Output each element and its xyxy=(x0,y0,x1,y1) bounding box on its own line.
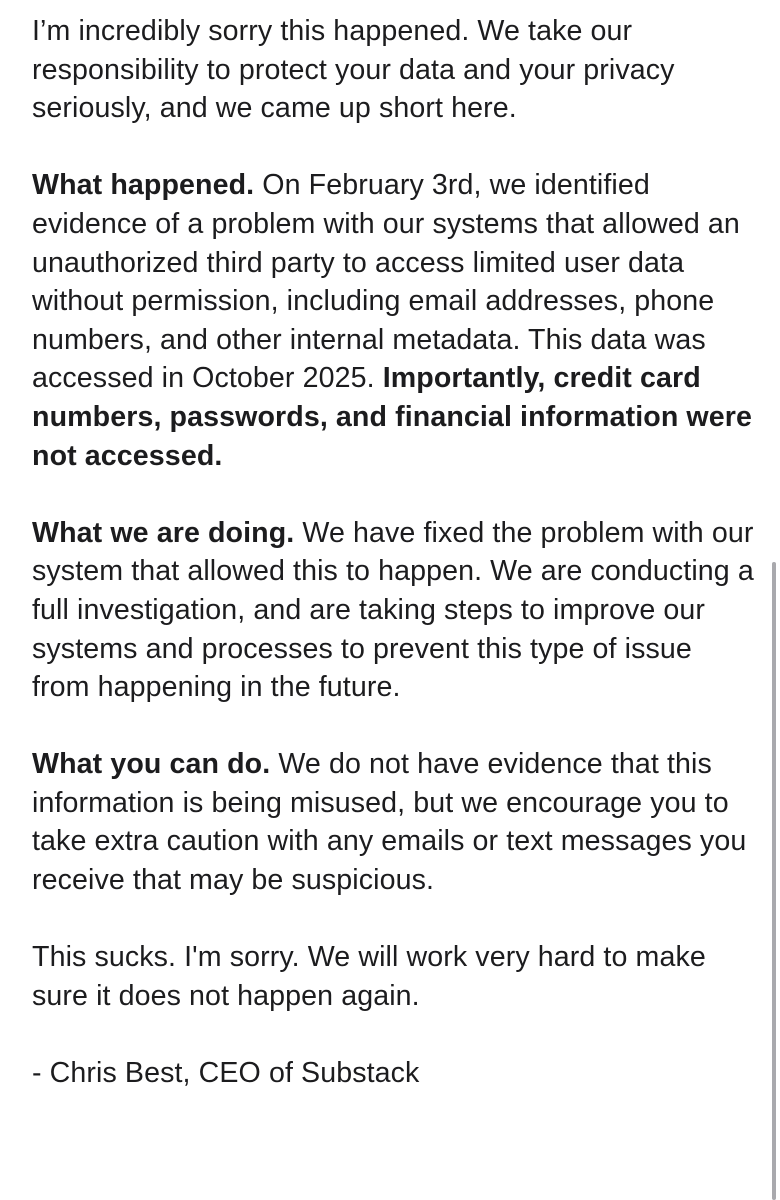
what-we-are-doing-paragraph xyxy=(32,514,757,707)
letter-body xyxy=(32,12,757,1131)
what-happened-paragraph xyxy=(32,166,757,475)
scrollbar[interactable] xyxy=(768,0,780,1200)
signature xyxy=(32,1054,757,1093)
signature-text: - Chris Best, CEO of Substack xyxy=(32,1057,420,1090)
what-we-are-doing-body: We have fixed the problem with our system that allowed this to happen. We are conducting a full investigation, and are taking steps to improve our systems and processes to prevent this type of issue from happening in the future. xyxy=(32,516,754,704)
what-happened-emphasis: Importantly, credit card numbers, passwords, and financial information were not accessed. xyxy=(32,362,752,472)
closing-paragraph xyxy=(32,938,757,1015)
scrollbar-thumb[interactable] xyxy=(772,562,776,1200)
what-you-can-do-heading: What you can do. xyxy=(32,748,271,781)
what-happened-body: On February 3rd, we identified evidence of a problem with our systems that allowed an unauthorized third party to access limited user data without permission, including email addresses, phone numbers, and other internal metadata. This data was accessed in October 2025. xyxy=(32,169,740,395)
what-you-can-do-paragraph xyxy=(32,745,757,899)
what-we-are-doing-heading: What we are doing. xyxy=(32,516,295,549)
intro-text: I’m incredibly sorry this happened. We take our responsibility to protect your data and your privacy seriously, and we came up short here. xyxy=(32,15,675,125)
what-you-can-do-body: We do not have evidence that this information is being misused, but we encourage you to take extra caution with any emails or text messages you receive that may be suspicious. xyxy=(32,748,747,897)
intro-paragraph xyxy=(32,12,757,128)
what-happened-heading: What happened. xyxy=(32,169,255,202)
closing-text: This sucks. I'm sorry. We will work very hard to make sure it does not happen again. xyxy=(32,941,706,1012)
